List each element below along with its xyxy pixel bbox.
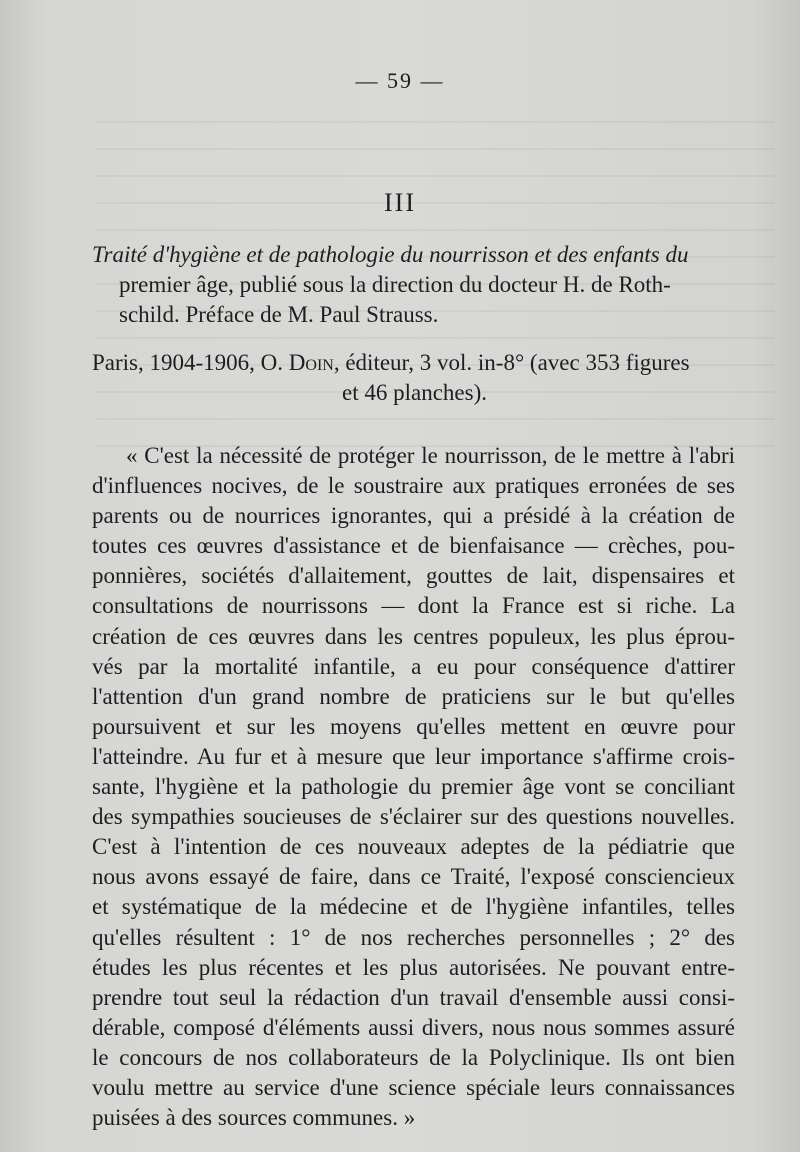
publication-line: et 46 planches).: [342, 380, 487, 405]
quote-line: toutes ces œuvres d'assistance et de bienfaisance — crèches, pou-: [92, 533, 735, 559]
quote-line: vés par la mortalité infantile, a eu pour conséquence d'attirer: [92, 653, 735, 679]
quote-line: l'attention d'un grand nombre de praticiens sur le but qu'elles: [92, 683, 735, 709]
quote-line: C'est à l'intention de ces nouveaux adeptes de la pédiatrie que: [92, 834, 735, 860]
publisher-name: Doin: [288, 350, 334, 375]
section-numeral: III: [384, 188, 416, 217]
quote-line: dérable, composé d'éléments aussi divers, nous nous sommes assuré: [92, 1014, 735, 1040]
quote-line: ponnières, sociétés d'allaitement, gouttes de lait, dispensaires et: [92, 563, 735, 589]
quote-line: parents ou de nourrices ignorantes, qui a présidé à la création de: [92, 503, 735, 529]
publication-info: [92, 348, 737, 408]
title-line: Traité d'hygiène et de pathologie du nourrisson et des enfants du: [92, 242, 689, 267]
quote-line: des sympathies soucieuses de s'éclairer sur des questions nouvelles.: [92, 804, 735, 830]
preface-quotation: [92, 441, 735, 1133]
quote-line: voulu mettre au service d'une science spéciale leurs connaissances: [92, 1074, 735, 1100]
quote-line: et systématique de la médecine et de l'hygiène infantiles, telles: [92, 894, 735, 920]
quote-line: consultations de nourrissons — dont la France est si riche. La: [92, 593, 735, 619]
quote-line: création de ces œuvres dans les centres populeux, les plus éprou-: [92, 623, 735, 649]
quote-line: l'atteindre. Au fur et à mesure que leur importance s'affirme crois-: [92, 743, 735, 769]
quote-line: nous avons essayé de faire, dans ce Traité, l'exposé consciencieux: [92, 864, 735, 890]
quote-line: poursuivent et sur les moyens qu'elles mettent en œuvre pour: [92, 713, 735, 739]
quote-line: le concours de nos collaborateurs de la Polyclinique. Ils ont bien: [92, 1044, 735, 1070]
title-line: schild. Préface de M. Paul Strauss.: [119, 302, 439, 327]
quote-line: « C'est la nécessité de protéger le nourrisson, de le mettre à l'abri: [126, 443, 735, 468]
publication-place-date: Paris, 1904-1906, O.: [92, 350, 289, 375]
quote-line: prendre tout seul la rédaction d'un travail d'ensemble aussi consi-: [92, 984, 735, 1010]
quote-line: études les plus récentes et les plus autorisées. Ne pouvant entre-: [92, 954, 735, 980]
bibliographic-title: [92, 240, 759, 330]
quote-line: sante, l'hygiène et la pathologie du premier âge vont se conciliant: [92, 774, 735, 800]
quote-line: d'influences nocives, de le soustraire aux pratiques erronées de ses: [92, 473, 735, 499]
quote-line: qu'elles résultent : 1° de nos recherches personnelles ; 2° des: [92, 924, 735, 950]
publication-line: [92, 348, 737, 378]
quote-line: puisées à des sources communes. »: [92, 1105, 416, 1131]
publication-details: , éditeur, 3 vol. in-8° (avec 353 figures: [333, 350, 690, 375]
title-line: premier âge, publié sous la direction du docteur H. de Roth-: [119, 272, 671, 297]
page-number: — 59 —: [355, 68, 445, 93]
